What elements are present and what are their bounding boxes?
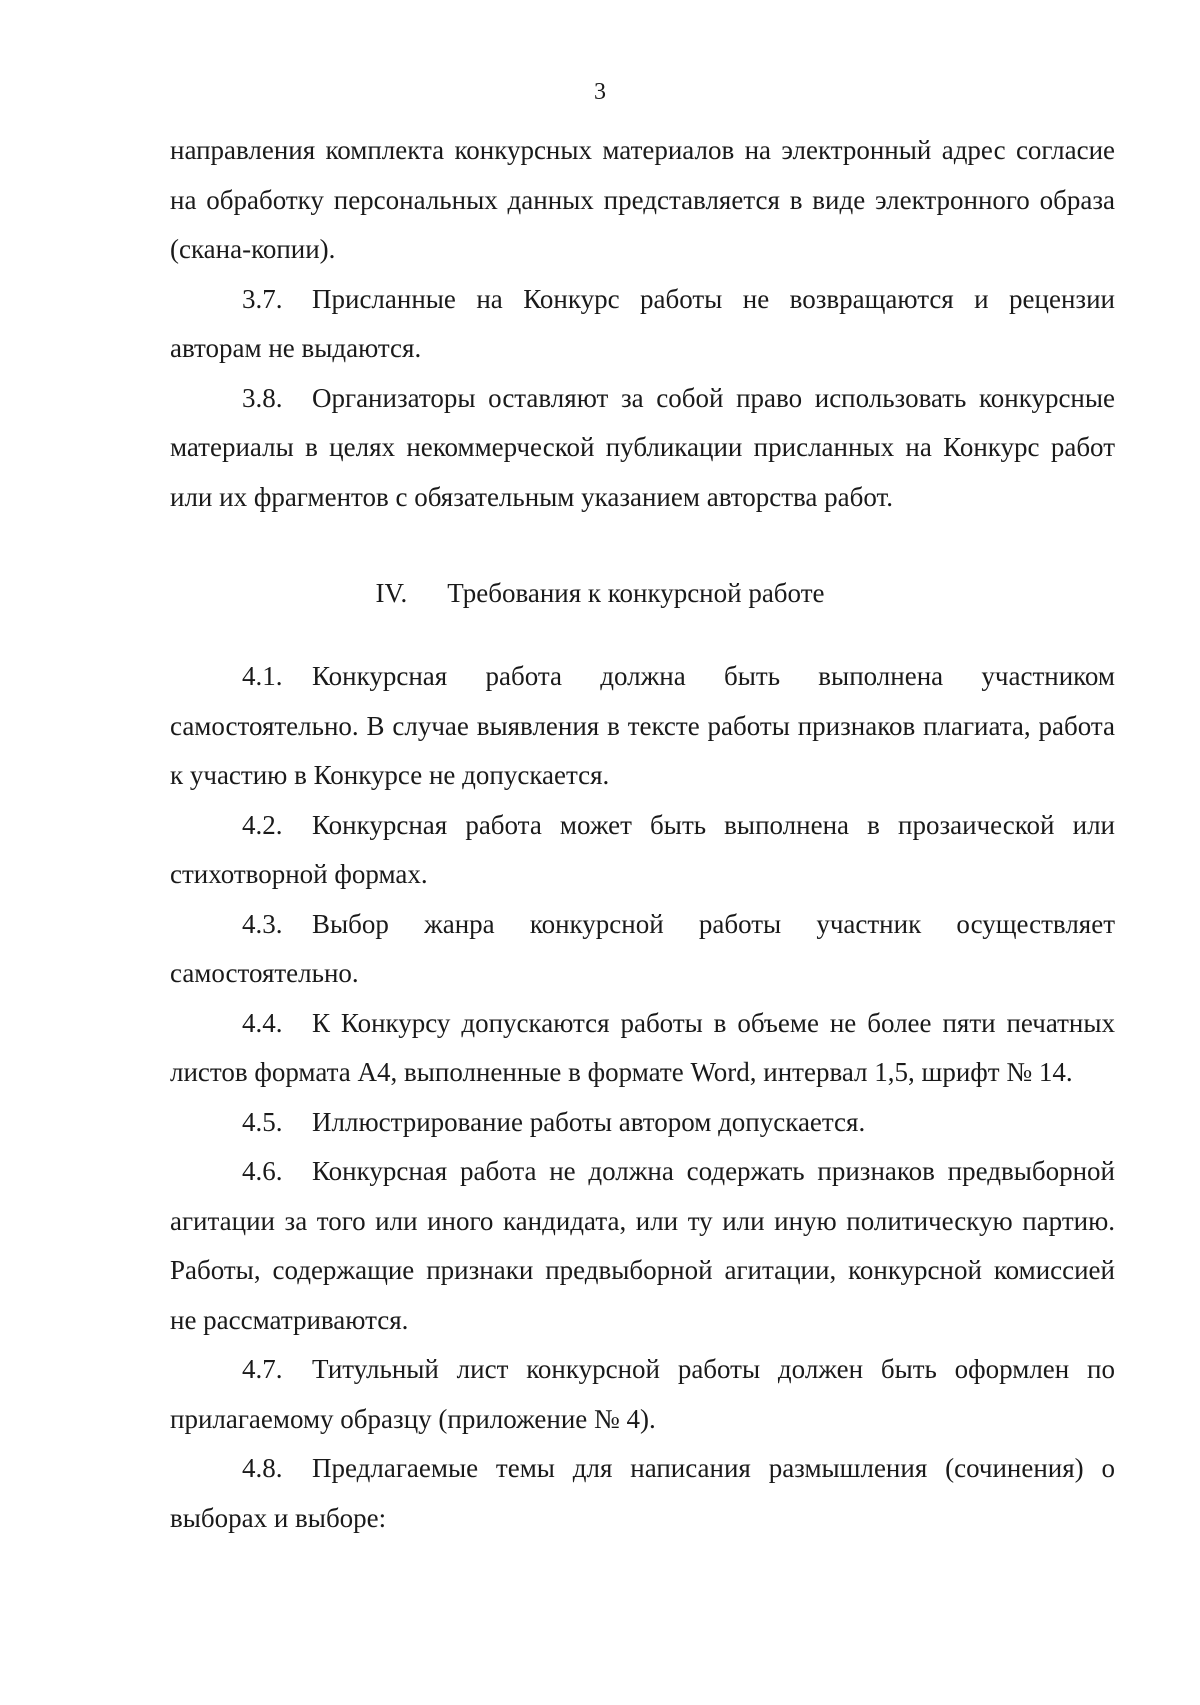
paragraph-number: 4.7. xyxy=(242,1354,283,1384)
section-number: IV. xyxy=(375,578,408,608)
paragraph-3-7 xyxy=(170,275,1115,374)
paragraph-3-8 xyxy=(170,374,1115,523)
paragraph-number: 4.8. xyxy=(242,1453,283,1483)
page-number: 3 xyxy=(594,79,606,105)
paragraph-continuation xyxy=(170,126,1115,275)
paragraph-text: Организаторы оставляют за собой право использовать конкурсные материалы в целях некоммерческой публикации присланных на Конкурс работ или их фрагментов с обязательным указанием авторства работ. xyxy=(170,382,1115,512)
paragraph-number: 4.3. xyxy=(242,908,283,939)
paragraph-text: Конкурсная работа может быть выполнена в прозаической или стихотворной формах. xyxy=(170,809,1115,889)
paragraph-number: 4.6. xyxy=(242,1156,283,1186)
paragraph-number: 4.5. xyxy=(242,1106,283,1137)
paragraph-text: Конкурсная работа не должна содержать признаков предвыборной агитации за того или иного кандидата, или ту или иную политическую партию. Работы, содержащие признаки предвыборной агитации, конкурсной комиссией не рассматриваются. xyxy=(170,1156,1115,1335)
paragraph-text: Выбор жанра конкурсной работы участник осуществляет самостоятельно. xyxy=(170,908,1115,988)
paragraph-number: 3.7. xyxy=(242,283,283,314)
paragraph-text: К Конкурсу допускаются работы в объеме не более пяти печатных листов формата А4, выполненные в формате Word, интервал 1,5, шрифт № 14. xyxy=(170,1007,1115,1087)
paragraph-4-8 xyxy=(170,1444,1115,1543)
paragraph-number: 4.4. xyxy=(242,1007,283,1038)
paragraph-4-7 xyxy=(170,1345,1115,1444)
paragraph-text: Конкурсная работа должна быть выполнена участником самостоятельно. В случае выявления в тексте работы признаков плагиата, работа к участию в Конкурсе не допускается. xyxy=(170,661,1115,790)
paragraph-4-6 xyxy=(170,1147,1115,1345)
paragraph-4-3 xyxy=(170,900,1115,999)
section-iii-continuation xyxy=(170,126,1115,522)
paragraph-4-1 xyxy=(170,652,1115,801)
paragraph-text: Присланные на Конкурс работы не возвращаются и рецензии авторам не выдаются. xyxy=(170,283,1115,363)
paragraph-text: Предлагаемые темы для написания размышления (сочинения) о выборах и выборе: xyxy=(170,1453,1115,1533)
paragraph-4-5 xyxy=(170,1098,1115,1148)
paragraph-text: направления комплекта конкурсных материалов на электронный адрес согласие на обработку персональных данных представляется в виде электронного образа (скана-копии). xyxy=(170,135,1115,264)
section-heading xyxy=(0,575,1200,611)
paragraph-4-4 xyxy=(170,999,1115,1098)
paragraph-number: 3.8. xyxy=(242,382,283,413)
paragraph-4-2 xyxy=(170,801,1115,900)
paragraph-number: 4.1. xyxy=(242,661,283,691)
paragraph-text: Иллюстрирование работы автором допускается. xyxy=(312,1106,866,1137)
paragraph-text: Титульный лист конкурсной работы должен быть оформлен по прилагаемому образцу (приложение № 4). xyxy=(170,1354,1115,1434)
paragraph-number: 4.2. xyxy=(242,809,283,840)
section-title: Требования к конкурсной работе xyxy=(447,578,825,608)
section-iv-body xyxy=(170,652,1115,1543)
